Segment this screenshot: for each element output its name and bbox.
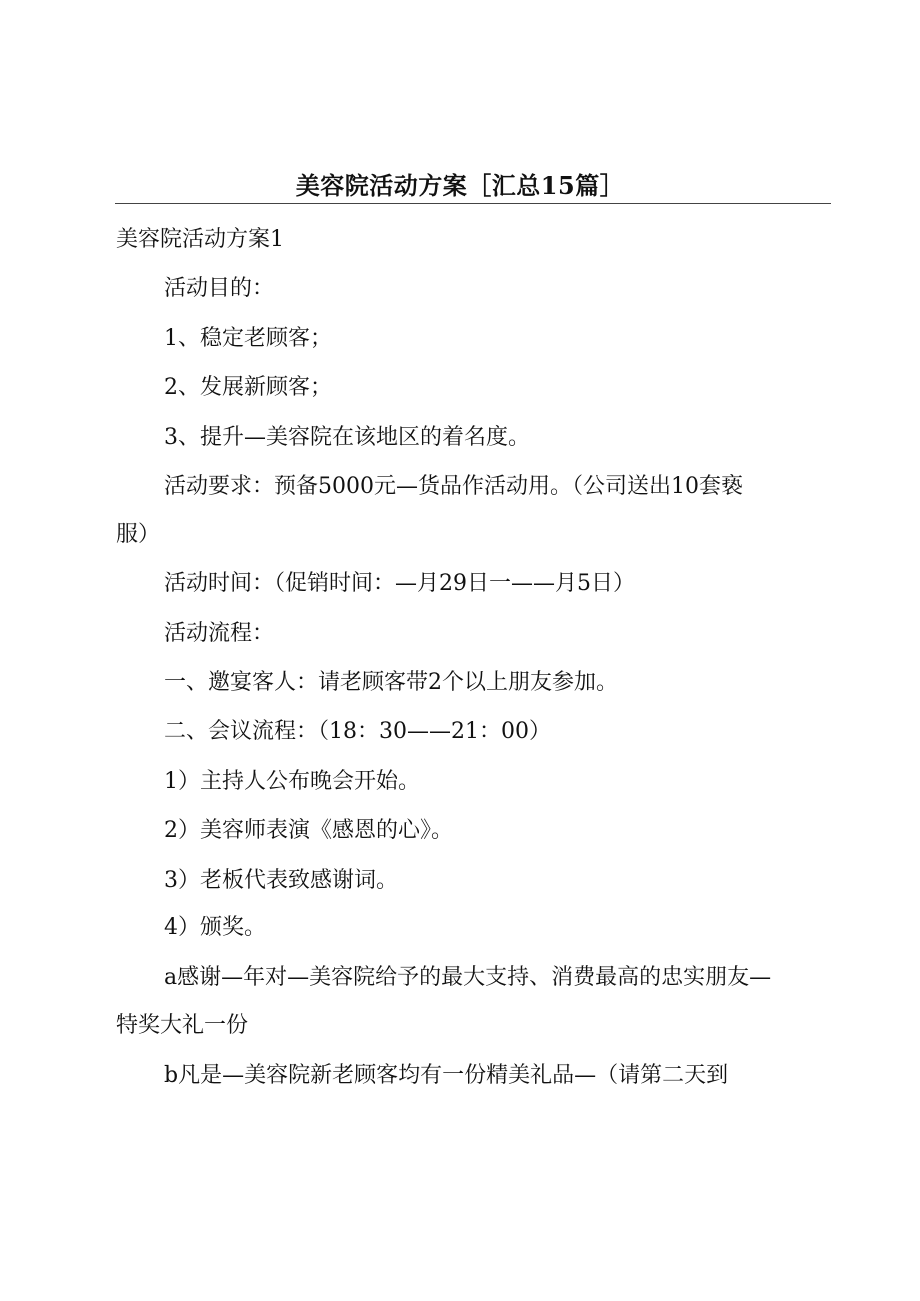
text-line: 一、邀宴客人：请老顾客带2个以上朋友参加。 (164, 670, 618, 695)
text-line: 3）老板代表致感谢词。 (164, 868, 398, 893)
text-line: 活动流程： (164, 621, 275, 646)
title-underline (115, 203, 831, 204)
text-line: 二、会议流程：（18：30——21：00） (164, 719, 551, 744)
text-line: 活动目的： (164, 276, 275, 301)
text-line: b凡是—美容院新老顾客均有一份精美礼品—（请第二天到 (164, 1063, 729, 1088)
text-line: 服） (116, 522, 161, 547)
text-line: 1）主持人公布晚会开始。 (164, 769, 420, 794)
text-line: 特奖大礼一份 (116, 1013, 249, 1038)
text-line: 2）美容师表演《感恩的心》。 (164, 818, 453, 843)
text-line: 2、发展新顾客； (164, 375, 332, 400)
text-line: a感谢—年对—美容院给予的最大支持、消费最高的忠实朋友— (164, 965, 772, 990)
section-heading: 美容院活动方案1 (116, 227, 284, 252)
text-line: 活动要求：预备5000元—货品作活动用。（公司送出10套亵 (164, 474, 743, 499)
text-line: 活动时间：（促销时间：—月29日一——月5日） (164, 571, 635, 596)
text-line: 1、稳定老顾客； (164, 326, 332, 351)
text-line: 3、提升—美容院在该地区的着名度。 (164, 425, 530, 450)
text-line: 4）颁奖。 (164, 915, 266, 940)
document-title: 美容院活动方案［汇总15篇］ (295, 171, 625, 200)
